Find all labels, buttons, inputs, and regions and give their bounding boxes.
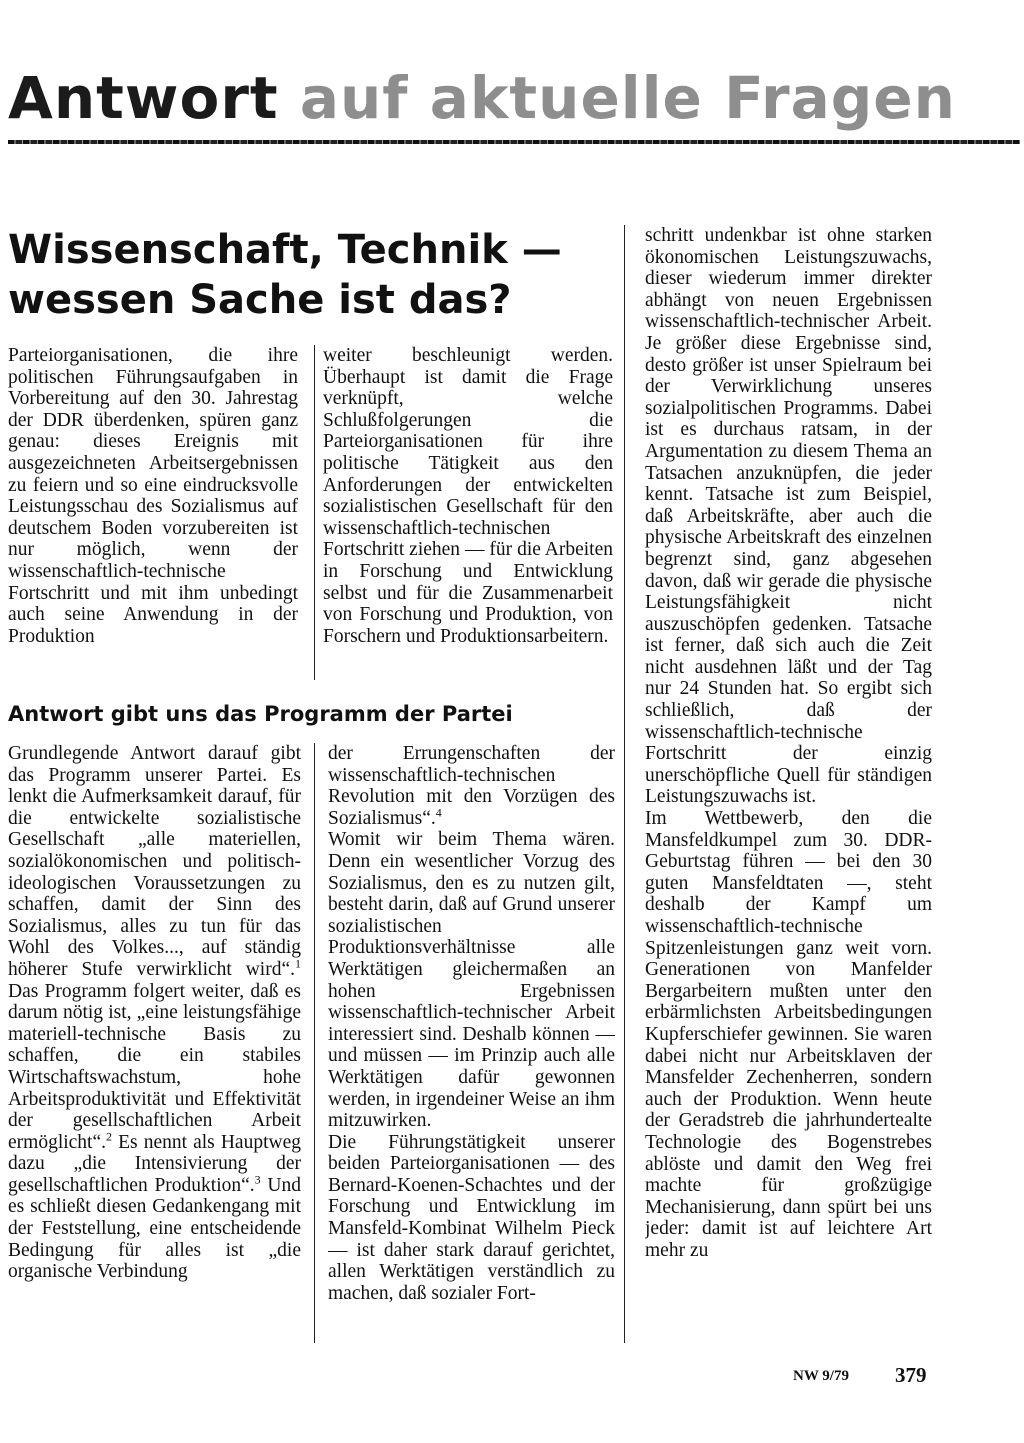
- body-column-1: [8, 743, 301, 1343]
- column-divider-right: [624, 225, 625, 1343]
- footnote-ref-3: 3: [254, 1172, 261, 1187]
- section-subheading: Antwort gibt uns das Programm der Partei: [8, 702, 513, 726]
- body-paragraph-programm: [8, 743, 301, 1283]
- body-column-2: [328, 743, 615, 1343]
- section-header-title-start: Antwort: [8, 64, 300, 132]
- col3-paragraph-1: schritt undenkbar ist ohne starken ökonomischen Leistungszuwachs, dieser wiederum immer direkter abhängt von neuen Ergebnissen wissenschaftlich-technischer Arbeit. Je größer diese Ergebnisse sind, desto größer ist unser Spielraum bei der Verwirklichung unseres sozialpolitischen Programms. Dabei ist es durchaus ratsam, in der Argumentation zu diesem Thema an Tatsachen anzuknüpfen, die jeder kennt. Tatsache ist zum Beispiel, daß Arbeitskräfte, aber auch die physische Arbeitskraft des einzelnen begrenzt sind, ganz abgesehen davon, daß wir gerade die physische Leistungsfähigkeit nicht auszuschöpfen gedenken. Tatsache ist ferner, daß sich auch die Zeit nicht ausdehnen läßt und der Tag nur 24 Stunden hat. So ergibt sich schließlich, daß der wissenschaftlich-technische Fortschritt der einzig unerschöpfliche Quell für ständigen Leistungszuwachs ist.: [645, 225, 932, 808]
- headline-line-2: wessen Sache ist das?: [8, 277, 512, 323]
- body-column-3: [645, 225, 932, 1343]
- intro-paragraph-2: weiter beschleunigt werden. Überhaupt ist damit die Frage verknüpft, welche Schlußfolgerungen die Parteiorganisationen für ihre politische Tätigkeit aus den Anforderungen der entwickelten sozialistischen Gesellschaft für den wissenschaftlich-technischen Fortschritt ziehen — für die Arbeiten in Forschung und Entwicklung selbst und für die Zusammenarbeit von Forschung und Produktion, von Forschern und Produktionsarbeitern.: [323, 345, 613, 647]
- header-rule: [8, 140, 1020, 144]
- headline-line-1: Wissenschaft, Technik —: [8, 227, 562, 273]
- footnote-ref-4: 4: [435, 805, 442, 820]
- column-divider-body: [314, 743, 315, 1343]
- footnote-ref-1: 1: [295, 956, 301, 971]
- body-text-2a: der Errungenschaften der wissenschaftlich-technischen Revolution mit den Vorzügen des Sozialismus“.: [328, 743, 615, 829]
- body-text-1a: Grundlegende Antwort darauf gibt das Programm unserer Partei. Es lenkt die Aufmerksamkeit darauf, für die entwickelte sozialistische Gesellschaft „alle materiellen, sozialökonomischen und politisch-ideologischen Voraussetzungen zu schaffen, damit der Sinn des Sozialismus, alles zu tun für das Wohl des Volkes..., auf ständig höherer Stufe verwirklicht wird“.: [8, 743, 301, 980]
- issue-label: NW 9/79: [793, 1368, 849, 1384]
- body-text-1c: Es nennt als Hauptweg dazu „die Intensivierung der gesellschaftlichen Produktion“.: [8, 1131, 301, 1196]
- section-header: [8, 64, 956, 132]
- col3-paragraph-2: Im Wettbewerb, den die Mansfeldkumpel zum 30. DDR-Geburtstag führen — bei den 30 guten Mansfeldtaten —, steht deshalb der Kampf um wissenschaftlich-technische Spitzenleistungen ganz weit vorn. Generationen von Manfelder Bergarbeitern mußten unter den erbärmlichsten Arbeitsbedingungen Kupferschiefer gewinnen. Sie waren dabei nicht nur Arbeitsklaven der Mansfelder Zechenherren, sondern auch der Produktion. Wenn heute der Geradstreb die jahrhundertealte Technologie des Bogenstrebes ablöste und damit den Weg frei machte für großzügige Mechanisierung, dann spürt bei uns jeder: damit ist auf leichtere Art mehr zu: [645, 808, 932, 1261]
- body-paragraph-continuation: [328, 743, 615, 829]
- page-number: 379: [895, 1363, 927, 1387]
- body-paragraph-fuehrung: Die Führungstätigkeit unserer beiden Parteiorganisationen — des Bernard-Koenen-Schachtes und der Forschung und Entwicklung im Mansfeld-Kombinat Wilhelm Pieck — ist daher stark darauf gerichtet, allen Werktätigen verständlich zu machen, daß sozialer Fort-: [328, 1131, 615, 1304]
- section-header-title-faded: auf aktuelle Fragen: [299, 64, 956, 132]
- column-divider-intro: [314, 345, 315, 680]
- body-text-1b: Das Programm folgert weiter, daß es darum nötig ist, „eine leistungsfähige materiell-technische Basis zu schaffen, die ein stabiles Wirtschaftswachstum, hohe Arbeitsproduktivität und Effektivität der gesellschaftlichen Arbeit ermöglicht“.: [8, 980, 301, 1153]
- intro-column-2: [323, 345, 613, 680]
- footnote-ref-2: 2: [106, 1129, 113, 1144]
- intro-paragraph-1: Parteiorganisationen, die ihre politischen Führungsaufgaben in Vorbereitung auf den 30. Jahrestag der DDR überdenken, spüren ganz genau: dieses Ereignis mit ausgezeichneten Arbeitsergebnissen zu feiern und so eine eindrucksvolle Leistungsschau des Sozialismus auf deutschem Boden vorzubereiten ist nur möglich, wenn der wissenschaftlich-technische Fortschritt und mit ihm unbedingt auch seine Anwendung in der Produktion: [8, 345, 298, 647]
- intro-column-1: [8, 345, 298, 680]
- article-headline: [8, 225, 608, 325]
- body-paragraph-thema: Womit wir beim Thema wären. Denn ein wesentlicher Vorzug des Sozialismus, den es zu nutzen gilt, besteht darin, daß auf Grund unserer sozialistischen Produktionsverhältnisse alle Werktätigen gleichermaßen an hohen Ergebnissen wissenschaftlich-technischer Arbeit interessiert sind. Deshalb können — und müssen — im Prinzip auch alle Werktätigen dafür gewonnen werden, in irgendeiner Weise an ihm mitzuwirken.: [328, 829, 615, 1132]
- body-text-1d: Und es schließt diesen Gedankengang mit der Feststellung, eine entscheidende Bedingung für alles ist „die organische Verbindung: [8, 1174, 301, 1283]
